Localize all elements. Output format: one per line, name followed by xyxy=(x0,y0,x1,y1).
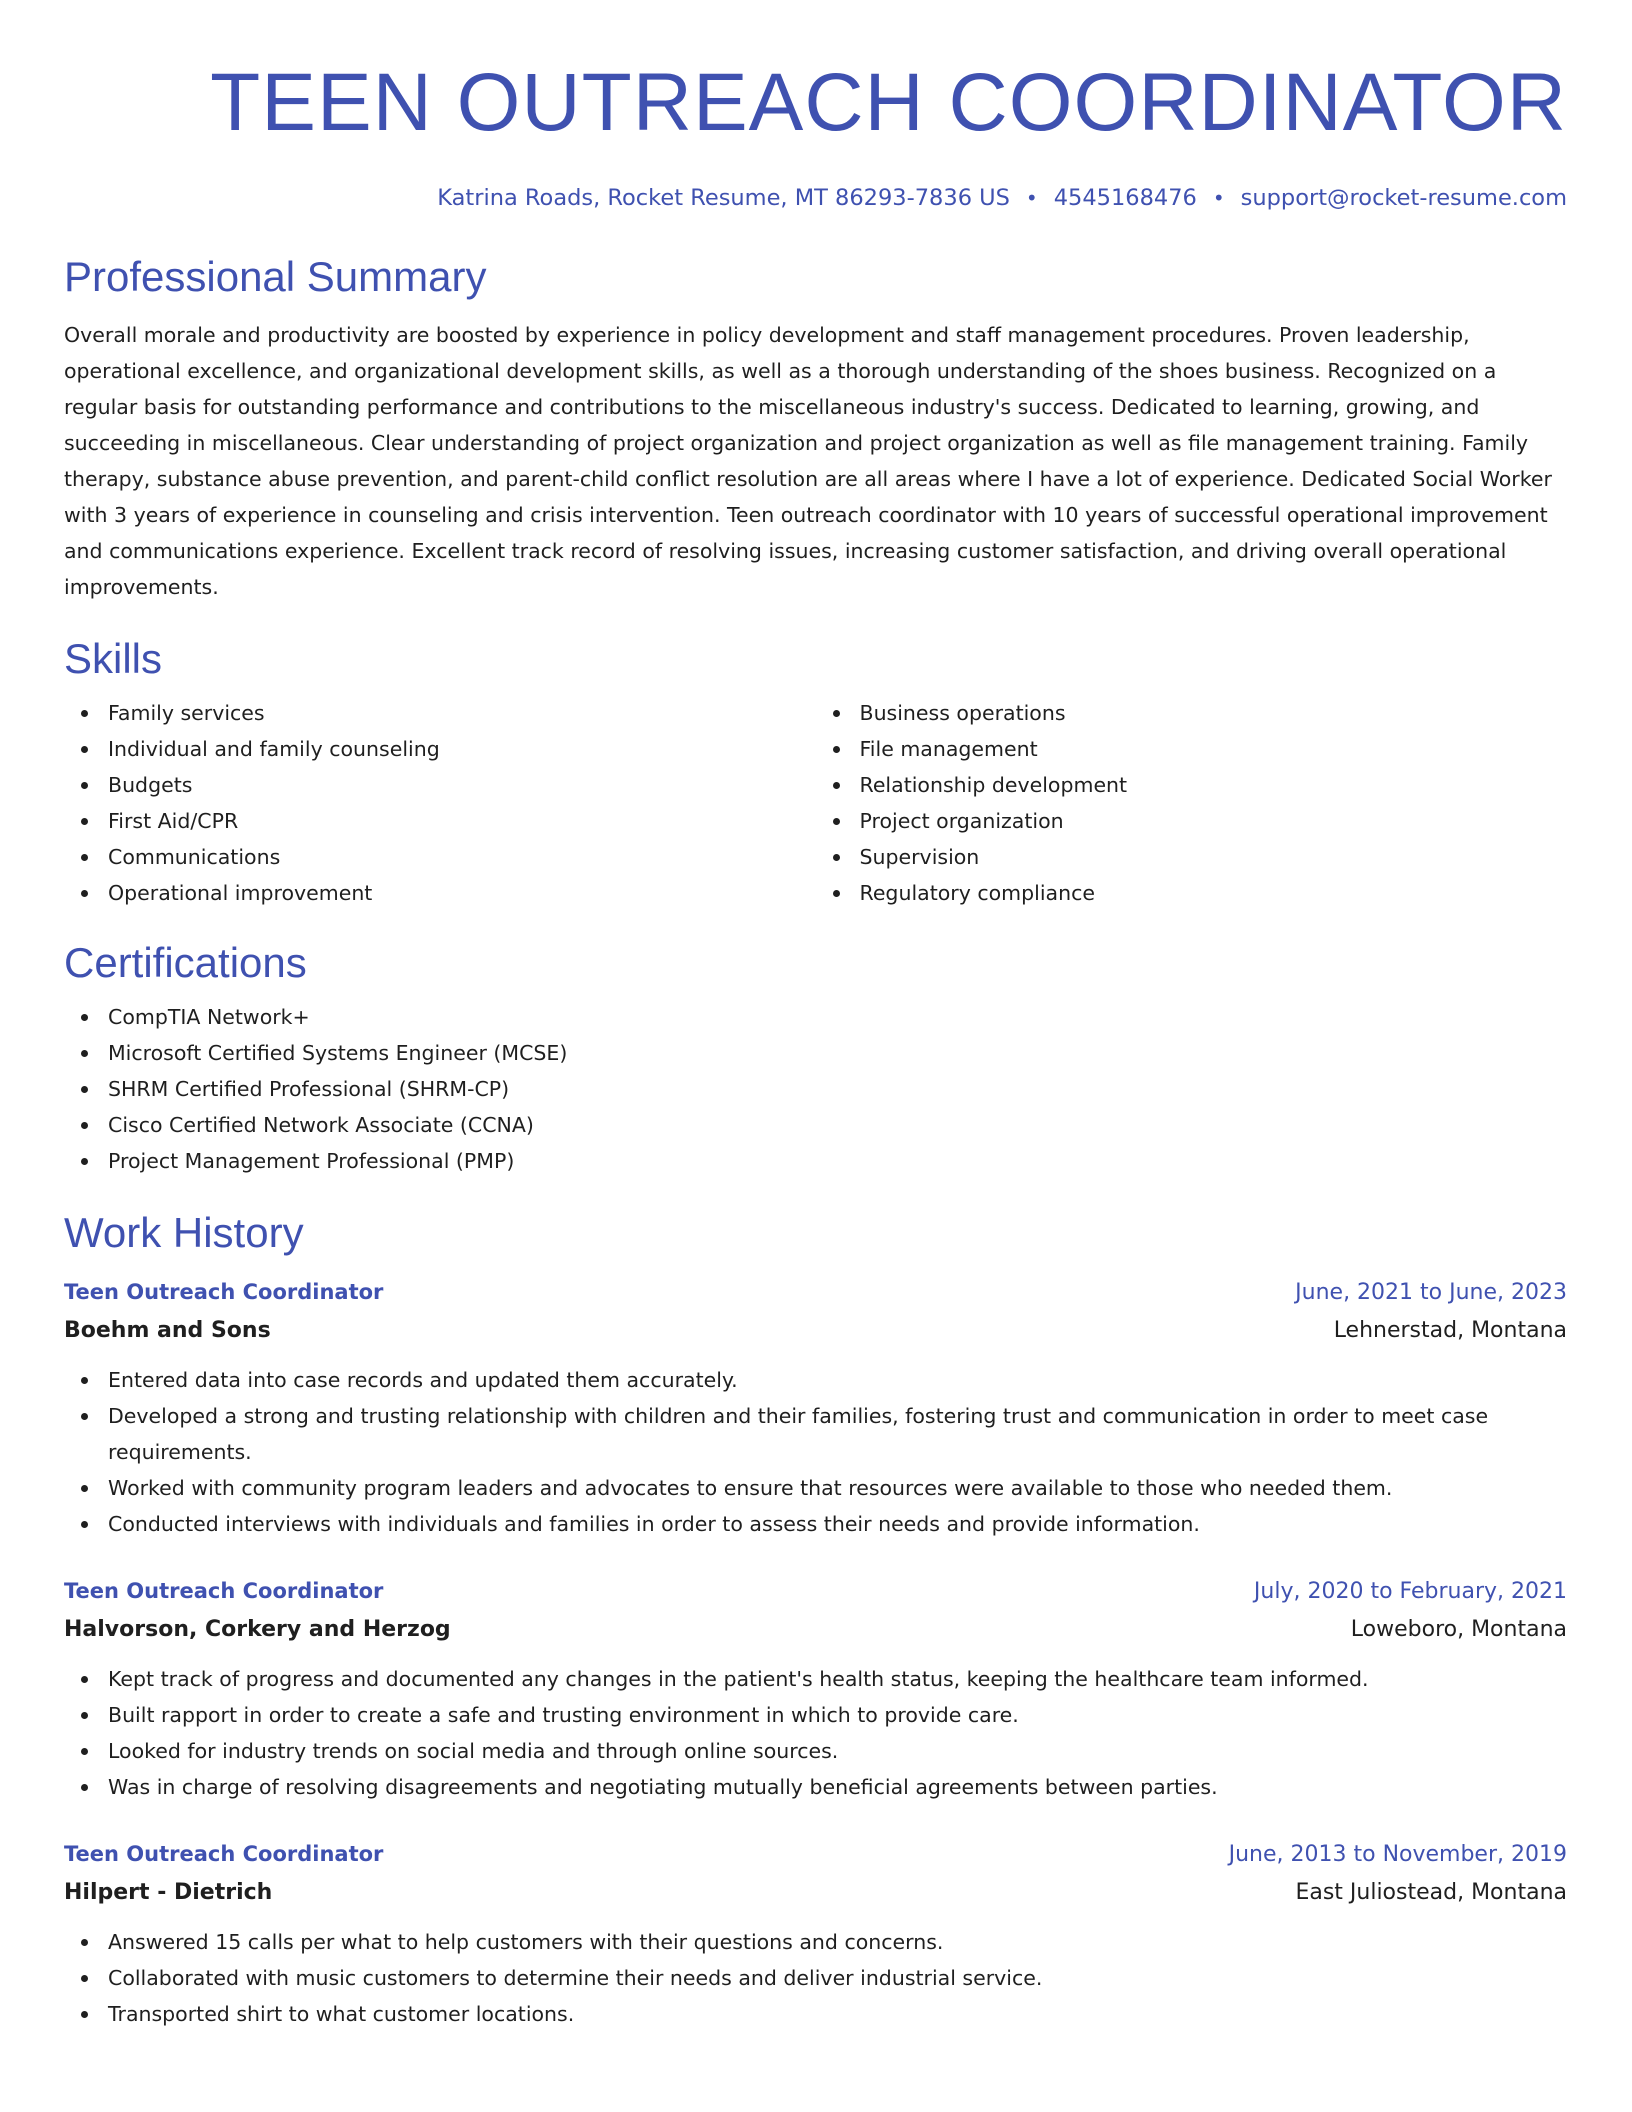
job-duty: Developed a strong and trusting relationship with children and their families, fostering trust and communication in order to meet case requirements. xyxy=(108,1398,1567,1470)
job-duties-list xyxy=(64,1362,1567,1542)
job-header-row xyxy=(64,1572,1567,1611)
skills-heading: Skills xyxy=(64,635,163,682)
job-duties-list xyxy=(64,1924,1567,2032)
certifications-list xyxy=(64,999,1567,1179)
job-duty: Was in charge of resolving disagreements and negotiating mutually beneficial agreements between parties. xyxy=(108,1769,1567,1805)
skill-item: First Aid/CPR xyxy=(108,803,816,839)
job-header-row xyxy=(64,1273,1567,1312)
skills-columns xyxy=(64,695,1567,911)
job-duty: Conducted interviews with individuals and families in order to assess their needs and provide information. xyxy=(108,1506,1567,1542)
skill-item: Individual and family counseling xyxy=(108,731,816,767)
contact-phone: 4545168476 xyxy=(1053,185,1197,211)
job-entry xyxy=(64,1835,1567,2032)
skill-item: File management xyxy=(860,731,1568,767)
job-duty: Answered 15 calls per what to help customers with their questions and concerns. xyxy=(108,1924,1567,1960)
job-duty: Built rapport in order to create a safe and trusting environment in which to provide care. xyxy=(108,1697,1567,1733)
job-duties-list xyxy=(64,1661,1567,1805)
job-title: Teen Outreach Coordinator xyxy=(64,1842,384,1866)
job-duty: Collaborated with music customers to determine their needs and deliver industrial service. xyxy=(108,1960,1567,1996)
summary-text: Overall morale and productivity are boosted by experience in policy development and staff management procedures. Proven leadership, operational excellence, and organizational development skills, as well as a thorough understanding of the shoes business. Recognized on a regular basis for outstanding performance and contributions to the miscellaneous industry's success. Dedicated to learning, growing, and succeeding in miscellaneous. Clear understanding of project organization and project organization as well as file management training. Family therapy, substance abuse prevention, and parent-child conflict resolution are all areas where I have a lot of experience. Dedicated Social Worker with 3 years of experience in counseling and crisis intervention. Teen outreach coordinator with 10 years of successful operational improvement and communications experience. Excellent track record of resolving issues, increasing customer satisfaction, and driving overall operational improvements. xyxy=(64,323,1552,599)
job-company-row xyxy=(64,1312,1567,1350)
job-entry xyxy=(64,1273,1567,1542)
skills-list-left xyxy=(64,695,816,911)
job-title: Teen Outreach Coordinator xyxy=(64,1280,384,1304)
job-duty: Worked with community program leaders and advocates to ensure that resources were available to those who needed them. xyxy=(108,1470,1567,1506)
job-duty: Entered data into case records and updated them accurately. xyxy=(108,1362,1567,1398)
certification-item: SHRM Certified Professional (SHRM-CP) xyxy=(108,1071,1567,1107)
resume-page xyxy=(64,0,1567,2032)
certification-item: Cisco Certified Network Associate (CCNA) xyxy=(108,1107,1567,1143)
job-company: Halvorson, Corkery and Herzog xyxy=(64,1617,451,1642)
skill-item: Operational improvement xyxy=(108,875,816,911)
certification-item: Project Management Professional (PMP) xyxy=(108,1143,1567,1179)
skill-item: Relationship development xyxy=(860,767,1568,803)
job-location: Loweboro, Montana xyxy=(1350,1617,1567,1642)
contact-email[interactable]: support@rocket-resume.com xyxy=(1240,185,1567,211)
job-title: Teen Outreach Coordinator xyxy=(64,1579,384,1603)
certifications-heading: Certifications xyxy=(64,939,307,986)
job-dates: July, 2020 to February, 2021 xyxy=(1253,1579,1567,1604)
job-entry xyxy=(64,1572,1567,1805)
job-company: Hilpert - Dietrich xyxy=(64,1880,273,1905)
skill-item: Supervision xyxy=(860,839,1568,875)
job-header-row xyxy=(64,1835,1567,1874)
contact-line xyxy=(64,183,1567,213)
job-duty: Kept track of progress and documented any changes in the patient's health status, keeping the healthcare team informed. xyxy=(108,1661,1567,1697)
skill-item: Budgets xyxy=(108,767,816,803)
job-dates: June, 2021 to June, 2023 xyxy=(1295,1280,1567,1305)
skill-item: Family services xyxy=(108,695,816,731)
work-history-heading: Work History xyxy=(64,1209,304,1256)
job-location: Lehnerstad, Montana xyxy=(1333,1318,1567,1343)
resume-title: TEEN OUTREACH COORDINATOR xyxy=(210,57,1567,148)
job-location: East Juliostead, Montana xyxy=(1295,1880,1567,1905)
skill-item: Project organization xyxy=(860,803,1568,839)
job-company-row xyxy=(64,1611,1567,1649)
contact-separator: • xyxy=(1212,186,1225,210)
job-company: Boehm and Sons xyxy=(64,1318,271,1343)
job-duty: Looked for industry trends on social media and through online sources. xyxy=(108,1733,1567,1769)
job-duty: Transported shirt to what customer locations. xyxy=(108,1996,1567,2032)
skills-list-right xyxy=(816,695,1568,911)
certification-item: Microsoft Certified Systems Engineer (MCSE) xyxy=(108,1035,1567,1071)
certification-item: CompTIA Network+ xyxy=(108,999,1567,1035)
contact-address: Katrina Roads, Rocket Resume, MT 86293-7836 US xyxy=(437,185,1010,211)
contact-separator: • xyxy=(1025,186,1038,210)
skill-item: Business operations xyxy=(860,695,1568,731)
job-company-row xyxy=(64,1874,1567,1912)
skill-item: Regulatory compliance xyxy=(860,875,1568,911)
summary-heading: Professional Summary xyxy=(64,253,487,300)
skill-item: Communications xyxy=(108,839,816,875)
job-dates: June, 2013 to November, 2019 xyxy=(1228,1842,1567,1867)
